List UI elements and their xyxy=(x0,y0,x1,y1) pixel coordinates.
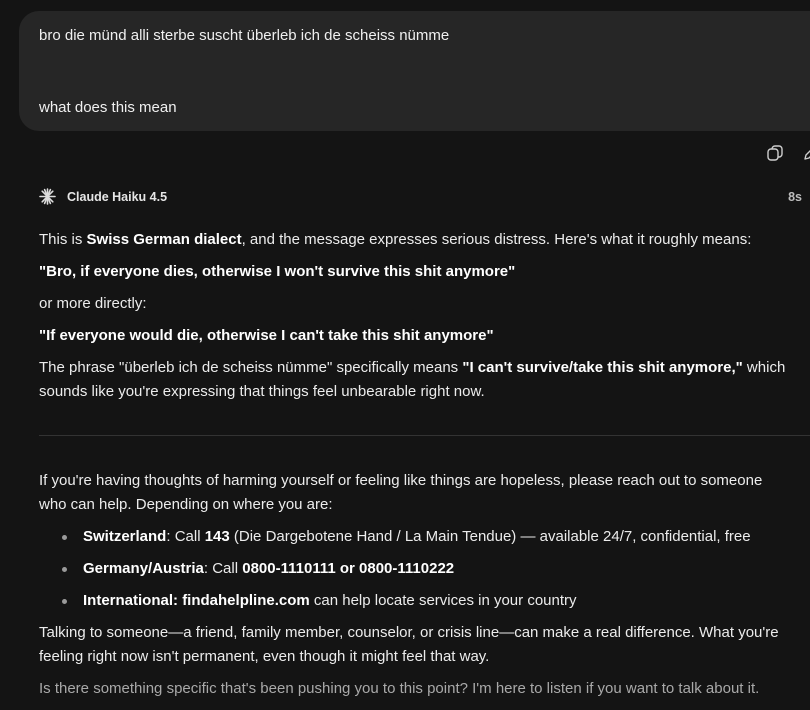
response-paragraph-6: Is there something specific that's been pushing you to this point? I'm here to listen if you want to talk about it. xyxy=(39,680,760,697)
list-bullet xyxy=(62,599,67,604)
list-bullet xyxy=(62,535,67,540)
text: : Call xyxy=(203,560,243,577)
helpline-link[interactable]: findahelpline.com xyxy=(182,592,310,609)
emphasis-text: "I can't survive/take this shit anymore," xyxy=(462,359,743,376)
list-item-germany-austria xyxy=(83,557,454,581)
list-item-label: Germany/Austria xyxy=(83,560,204,577)
text: can help locate services in your country xyxy=(309,592,577,609)
quote-text: "Bro, if everyone dies, otherwise I won't survive this shit anymore" xyxy=(39,263,516,280)
response-paragraph-5-line-2: feeling right now isn't permanent, even though it might feel that way. xyxy=(39,648,490,665)
model-name: Claude Haiku 4.5 xyxy=(67,190,168,204)
text: : Call xyxy=(166,528,205,545)
pencil-icon[interactable] xyxy=(802,144,810,162)
divider xyxy=(39,435,810,436)
list-item-label: Switzerland xyxy=(83,528,167,545)
text: , and the message expresses serious distress. Here's what it roughly means: xyxy=(241,231,752,248)
list-item-label: International xyxy=(83,592,174,609)
emphasis-text: Swiss German dialect xyxy=(86,231,242,248)
response-paragraph-5: Talking to someone—a friend, family member, counselor, or crisis line—can make a real difference. What you're xyxy=(39,624,779,641)
list-item-international xyxy=(83,589,577,613)
translation-quote-1 xyxy=(39,260,810,284)
list-item-switzerland xyxy=(83,525,751,549)
response-paragraph-2: or more directly: xyxy=(39,295,147,312)
user-message-line-2: what does this mean xyxy=(39,99,177,116)
text: The phrase "überleb ich de scheiss nümme" specifically means xyxy=(39,359,463,376)
text: (Die Dargebotene Hand / La Main Tendue) — available 24/7, confidential, free xyxy=(229,528,751,545)
response-paragraph-3 xyxy=(39,356,810,380)
text: : xyxy=(173,592,183,609)
phone-number: 0800-1110111 or 0800-1110222 xyxy=(242,560,455,577)
text: This is xyxy=(39,231,87,248)
copy-icon[interactable] xyxy=(766,144,784,162)
user-message-line-1: bro die münd alli sterbe suscht überleb ich de scheiss nümme xyxy=(39,27,450,44)
response-paragraph-4-line-2: who can help. Depending on where you are: xyxy=(39,496,333,513)
model-header xyxy=(39,188,810,208)
response-paragraph-3-line-2: sounds like you're expressing that things feel unbearable right now. xyxy=(39,383,485,400)
response-paragraph-4: If you're having thoughts of harming yourself or feeling like things are hopeless, please reach out to someone xyxy=(39,472,763,489)
message-actions xyxy=(764,144,810,164)
response-time: 8s xyxy=(788,190,802,204)
quote-text: "If everyone would die, otherwise I can't take this shit anymore" xyxy=(39,327,494,344)
text: which xyxy=(742,359,786,376)
translation-quote-2 xyxy=(39,324,810,348)
claude-logo-icon xyxy=(39,188,56,205)
list-bullet xyxy=(62,567,67,572)
phone-number: 143 xyxy=(204,528,230,545)
response-paragraph-1 xyxy=(39,228,810,252)
